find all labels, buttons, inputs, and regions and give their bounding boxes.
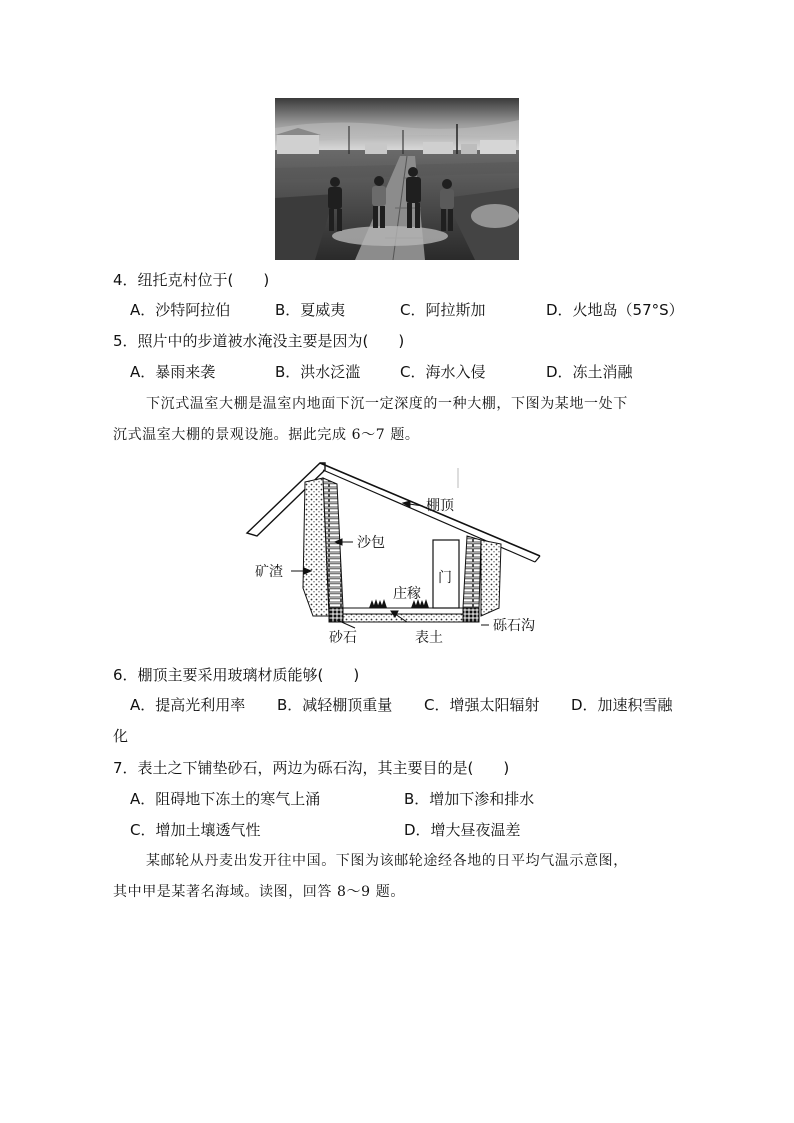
village-boardwalk-photo [275, 98, 519, 260]
q5-option-a[interactable]: A．暴雨来袭 [130, 363, 216, 381]
intro-paragraph-2-line-1: 某邮轮从丹麦出发开往中国。下图为该邮轮途经各地的日平均气温示意图， [146, 853, 628, 869]
right-gravel-ditch [463, 608, 479, 622]
gravel-layer [343, 614, 463, 622]
q6-option-a[interactable]: A．提高光利用率 [130, 696, 246, 714]
label-sandbag: 沙包 [357, 535, 385, 551]
q4-option-c[interactable]: C．阿拉斯加 [400, 301, 486, 319]
question-4-stem: 4．纽托克村位于( ) [113, 271, 270, 289]
topsoil-layer [343, 608, 463, 614]
q7-option-a[interactable]: A．阻碍地下冻土的寒气上涌 [130, 790, 321, 808]
q5-option-d[interactable]: D．冻土消融 [546, 363, 633, 381]
q6-option-d[interactable]: D．加速积雪融 [571, 696, 673, 714]
q4-option-b[interactable]: B．夏威夷 [275, 301, 346, 319]
label-slag: 矿渣 [255, 564, 283, 580]
right-slag-wall [481, 540, 501, 616]
question-6-stem: 6．棚顶主要采用玻璃材质能够( ) [113, 666, 360, 684]
q6-option-b[interactable]: B．减轻棚顶重量 [277, 696, 393, 714]
q6-option-c[interactable]: C．增强太阳辐射 [424, 696, 540, 714]
q6-option-d-wrap: 化 [113, 727, 129, 745]
q5-option-b[interactable]: B．洪水泛滥 [275, 363, 361, 381]
label-gravel: 砂石 [329, 630, 357, 646]
q7-option-b[interactable]: B．增加下渗和排水 [404, 790, 535, 808]
sunken-greenhouse-diagram [245, 458, 550, 650]
label-crops: 庄稼 [393, 586, 421, 602]
label-topsoil: 表土 [415, 630, 443, 646]
left-gravel-ditch [329, 608, 343, 622]
question-5-stem: 5．照片中的步道被水淹没主要是因为( ) [113, 332, 405, 350]
q7-option-c[interactable]: C．增加土壤透气性 [130, 821, 261, 839]
q4-option-d[interactable]: D．火地岛（57°S） [546, 301, 684, 319]
label-gravel-ditch: 砾石沟 [493, 618, 535, 634]
q5-option-c[interactable]: C．海水入侵 [400, 363, 486, 381]
q7-option-d[interactable]: D．增大昼夜温差 [404, 821, 521, 839]
label-roof: 棚顶 [426, 498, 454, 514]
intro-paragraph-2-line-2: 其中甲是某著名海域。读图，回答 8～9 题。 [113, 884, 405, 900]
label-door: 门 [438, 570, 452, 586]
intro-paragraph-1-line-2: 沉式温室大棚的景观设施。据此完成 6～7 题。 [113, 427, 420, 443]
intro-paragraph-1-line-1: 下沉式温室大棚是温室内地面下沉一定深度的一种大棚，下图为某地一处下 [146, 396, 628, 412]
right-sandbag-column [463, 536, 481, 608]
question-7-stem: 7．表土之下铺垫砂石，两边为砾石沟，其主要目的是( ) [113, 759, 510, 777]
q4-option-a[interactable]: A．沙特阿拉伯 [130, 301, 231, 319]
